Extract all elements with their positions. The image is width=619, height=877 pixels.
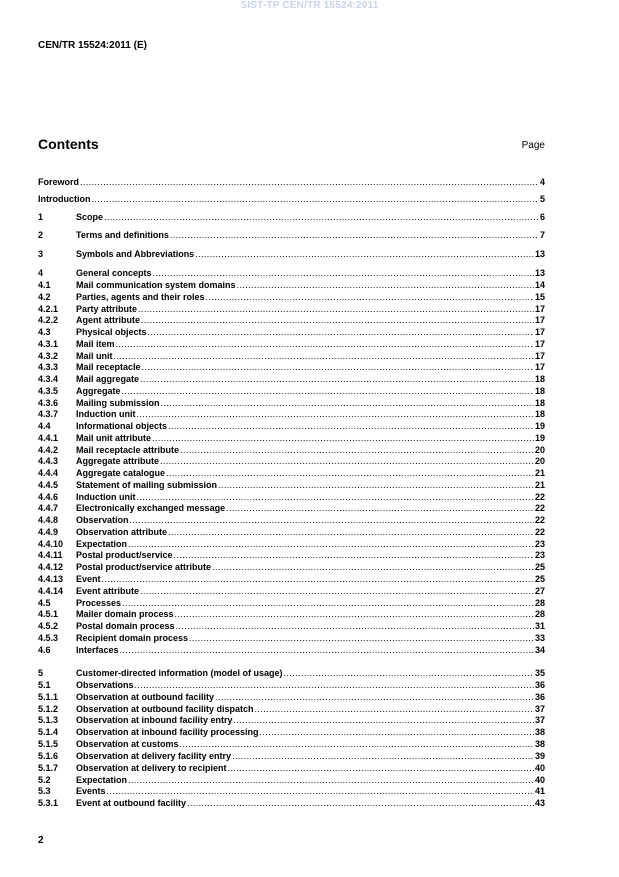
toc-entry-number: 4.6 bbox=[38, 644, 51, 655]
toc-entry-title: Mail receptacle bbox=[76, 362, 141, 373]
toc-entry-page: 7 bbox=[539, 230, 545, 240]
toc-entry-title: Postal product/service attribute bbox=[76, 562, 212, 573]
toc-entry-title: Observation at inbound facility processing bbox=[76, 727, 259, 738]
toc-entry-page: 15 bbox=[534, 291, 545, 302]
dot-leader bbox=[168, 421, 534, 432]
dot-leader bbox=[136, 492, 534, 503]
toc-entry[interactable] bbox=[38, 549, 545, 561]
toc-entry[interactable] bbox=[38, 667, 545, 679]
toc-entry[interactable] bbox=[38, 573, 545, 585]
contents-heading: Contents bbox=[38, 136, 99, 152]
toc-entry-number: 4.4.7 bbox=[38, 503, 59, 514]
toc-entry-title: Agent attribute bbox=[76, 315, 140, 326]
toc-entry-number: 1 bbox=[38, 212, 44, 222]
toc-entry-page: 17 bbox=[534, 362, 545, 373]
page-number: 2 bbox=[38, 835, 44, 846]
toc-entry-title: Expectation bbox=[76, 774, 128, 785]
toc-entry-page: 23 bbox=[534, 550, 545, 561]
toc-entry-page: 43 bbox=[534, 798, 545, 809]
toc-entry-number: 5.1 bbox=[38, 680, 51, 690]
toc-entry-title: Scope bbox=[76, 212, 104, 222]
toc-entry-page: 4 bbox=[539, 177, 545, 187]
toc-entry-number: 4.3.4 bbox=[38, 374, 59, 385]
dot-leader bbox=[92, 194, 539, 205]
dot-leader bbox=[170, 230, 539, 241]
toc-entry-title: Expectation bbox=[76, 538, 128, 549]
toc-entry[interactable] bbox=[38, 444, 545, 456]
toc-entry-number: 4.4.5 bbox=[38, 479, 59, 490]
watermark: SIST-TP CEN/TR 15524:2011 bbox=[240, 0, 379, 11]
dot-leader bbox=[215, 692, 534, 703]
toc-entry-page: 27 bbox=[534, 585, 545, 596]
toc-entry[interactable] bbox=[38, 585, 545, 597]
dot-leader bbox=[130, 515, 534, 526]
dot-leader bbox=[122, 598, 534, 609]
toc-entry-page: 17 bbox=[534, 350, 545, 361]
toc-entry-number: 4.3.1 bbox=[38, 338, 59, 349]
toc-entry-number: 3 bbox=[38, 249, 44, 259]
toc-entry-number: 4.2.1 bbox=[38, 303, 59, 314]
dot-leader bbox=[114, 351, 534, 362]
dot-leader bbox=[128, 539, 534, 550]
toc-entry-title: Aggregate attribute bbox=[76, 456, 160, 467]
toc-entry-number: 4.3.3 bbox=[38, 362, 59, 373]
toc-entry-number: 4.4.1 bbox=[38, 432, 59, 443]
dot-leader bbox=[180, 739, 534, 750]
toc-entry[interactable] bbox=[38, 538, 545, 550]
toc-entry-number: 4.4.10 bbox=[38, 538, 64, 549]
toc-entry[interactable] bbox=[38, 679, 545, 691]
toc-entry-title: Observation at outbound facility dispatch bbox=[76, 703, 254, 714]
toc-entry-number: 5.1.5 bbox=[38, 739, 59, 750]
toc-entry-page: 33 bbox=[534, 632, 545, 643]
dot-leader bbox=[234, 715, 534, 726]
dot-leader bbox=[195, 249, 534, 260]
toc-entry-title: Observations bbox=[76, 680, 134, 690]
toc-entry-page: 22 bbox=[534, 503, 545, 514]
dot-leader bbox=[206, 292, 534, 303]
toc-entry-number: 4.3 bbox=[38, 327, 51, 338]
dot-leader bbox=[174, 550, 534, 561]
toc-entry-page: 19 bbox=[534, 421, 545, 432]
toc-entry[interactable] bbox=[38, 373, 545, 385]
toc-entry[interactable] bbox=[38, 455, 545, 467]
dot-leader bbox=[153, 268, 534, 279]
toc-entry[interactable] bbox=[38, 762, 545, 774]
toc-entry-number: 4.5 bbox=[38, 597, 51, 608]
toc-entry-page: 18 bbox=[534, 409, 545, 420]
toc-entry-number: 5.1.2 bbox=[38, 703, 59, 714]
toc-entry-title: Electronically exchanged message bbox=[76, 503, 226, 514]
dot-leader bbox=[122, 386, 534, 397]
toc-entry[interactable] bbox=[38, 314, 545, 326]
toc-entry[interactable] bbox=[38, 397, 545, 409]
toc-entry-page: 38 bbox=[534, 727, 545, 738]
dot-leader bbox=[218, 480, 534, 491]
dot-leader bbox=[189, 633, 534, 644]
toc-entry-title: Interfaces bbox=[76, 644, 119, 655]
toc-entry-number: 4.4.11 bbox=[38, 550, 63, 561]
toc-entry-page: 28 bbox=[534, 597, 545, 608]
toc-entry-page: 23 bbox=[534, 538, 545, 549]
toc-entry[interactable] bbox=[38, 279, 545, 291]
dot-leader bbox=[120, 645, 534, 656]
toc-entry[interactable] bbox=[38, 491, 545, 503]
dot-leader bbox=[168, 527, 534, 538]
toc-entry-title: Statement of mailing submission bbox=[76, 479, 218, 490]
toc-entry[interactable] bbox=[38, 608, 545, 620]
toc-entry-title: Party attribute bbox=[76, 303, 138, 314]
toc-entry[interactable] bbox=[38, 644, 545, 656]
dot-leader bbox=[138, 304, 534, 315]
toc-entry[interactable] bbox=[38, 248, 545, 260]
toc-entry-number: 5.1.7 bbox=[38, 762, 59, 773]
dot-leader bbox=[107, 786, 534, 797]
toc-entry-title: Symbols and Abbreviations bbox=[76, 249, 195, 259]
toc-entry-title: Postal product/service bbox=[76, 550, 173, 561]
toc-entry[interactable] bbox=[38, 738, 545, 750]
toc-entry-title: Observation at inbound facility entry bbox=[76, 715, 233, 726]
toc-entry-number: 4.2 bbox=[38, 291, 51, 302]
toc-entry-number: 4.4.3 bbox=[38, 456, 59, 467]
dot-leader bbox=[226, 503, 534, 514]
dot-leader bbox=[104, 212, 539, 223]
toc-entry-number: 5.1.3 bbox=[38, 715, 59, 726]
toc-entry-title: Processes bbox=[76, 597, 122, 608]
toc-entry-number: 4.3.2 bbox=[38, 350, 59, 361]
toc-entry-title: Induction unit bbox=[76, 409, 136, 420]
document-id: CEN/TR 15524:2011 (E) bbox=[38, 40, 147, 51]
toc-entry[interactable] bbox=[38, 620, 545, 632]
dot-leader bbox=[232, 751, 534, 762]
dot-leader bbox=[228, 763, 534, 774]
toc-entry-page: 38 bbox=[534, 739, 545, 750]
toc-entry[interactable] bbox=[38, 432, 545, 444]
toc-entry[interactable] bbox=[38, 326, 545, 338]
toc-entry-page: 34 bbox=[534, 644, 545, 655]
toc-entry-title: Event attribute bbox=[76, 585, 140, 596]
toc-entry-number: 4.2.2 bbox=[38, 315, 59, 326]
dot-leader bbox=[284, 668, 534, 679]
toc-entry-title: Introduction bbox=[38, 194, 91, 204]
toc-entry-number: 4.3.7 bbox=[38, 409, 59, 420]
toc-entry[interactable] bbox=[38, 467, 545, 479]
dot-leader bbox=[140, 586, 534, 597]
toc-entry[interactable] bbox=[38, 774, 545, 786]
toc-entry-number: 5.2 bbox=[38, 774, 51, 785]
toc-entry-page: 13 bbox=[534, 268, 545, 278]
toc-entry-page: 20 bbox=[534, 456, 545, 467]
toc-entry-number: 4.5.1 bbox=[38, 609, 59, 620]
toc-entry[interactable] bbox=[38, 338, 545, 350]
toc-entry[interactable] bbox=[38, 797, 545, 809]
toc-entry-page: 17 bbox=[534, 327, 545, 338]
toc-entry-page: 22 bbox=[534, 526, 545, 537]
toc-entry-title: Foreword bbox=[38, 177, 80, 187]
dot-leader bbox=[136, 409, 534, 420]
toc-entry-number: 5.3.1 bbox=[38, 798, 59, 809]
toc-entry[interactable] bbox=[38, 193, 545, 205]
toc-entry[interactable] bbox=[38, 361, 545, 373]
toc-entry-page: 13 bbox=[534, 249, 545, 259]
toc-entry-title: Mail unit attribute bbox=[76, 432, 151, 443]
dot-leader bbox=[102, 574, 534, 585]
toc-entry-title: Customer-directed information (model of usage) bbox=[76, 668, 283, 678]
toc-entry-title: Observation at delivery facility entry bbox=[76, 750, 232, 761]
toc-entry-number: 4.5.2 bbox=[38, 621, 59, 632]
dot-leader bbox=[142, 362, 534, 373]
toc-entry-title: Event at outbound facility bbox=[76, 798, 187, 809]
toc-entry-number: 5.1.6 bbox=[38, 750, 59, 761]
toc-entry[interactable] bbox=[38, 385, 545, 397]
toc-entry-number: 5.1.1 bbox=[38, 691, 59, 702]
toc-entry-title: Observation attribute bbox=[76, 526, 168, 537]
toc-entry[interactable] bbox=[38, 726, 545, 738]
toc-entry-page: 22 bbox=[534, 491, 545, 502]
toc-entry-title: Aggregate bbox=[76, 385, 121, 396]
toc-entry-number: 4.3.5 bbox=[38, 385, 59, 396]
toc-entry-number: 4.4.4 bbox=[38, 468, 59, 479]
toc-entry[interactable] bbox=[38, 479, 545, 491]
toc-entry-page: 25 bbox=[534, 562, 545, 573]
toc-entry-number: 5.3 bbox=[38, 786, 51, 797]
toc-entry-page: 22 bbox=[534, 515, 545, 526]
toc-entry-title: Observation at outbound facility bbox=[76, 691, 215, 702]
toc-entry-page: 20 bbox=[534, 444, 545, 455]
toc-entry[interactable] bbox=[38, 408, 545, 420]
toc-entry-number: 4.1 bbox=[38, 280, 51, 290]
toc-entry[interactable] bbox=[38, 211, 545, 223]
toc-entry-title: Parties, agents and their roles bbox=[76, 291, 205, 302]
dot-leader bbox=[160, 456, 534, 467]
toc-entry-number: 4.4 bbox=[38, 421, 51, 432]
dot-leader bbox=[166, 468, 534, 479]
dot-leader bbox=[80, 177, 539, 188]
toc-entry-page: 31 bbox=[534, 621, 545, 632]
dot-leader bbox=[175, 609, 534, 620]
toc-entry[interactable] bbox=[38, 750, 545, 762]
toc-entry-number: 4.3.6 bbox=[38, 397, 59, 408]
dot-leader bbox=[176, 621, 534, 632]
dot-leader bbox=[255, 704, 534, 715]
toc-entry-page: 21 bbox=[534, 479, 545, 490]
toc-entry-page: 17 bbox=[534, 303, 545, 314]
toc-entry-title: Aggregate catalogue bbox=[76, 468, 166, 479]
toc-entry-page: 36 bbox=[534, 691, 545, 702]
toc-entry-title: Postal domain process bbox=[76, 621, 175, 632]
toc-entry-number: 4.4.2 bbox=[38, 444, 59, 455]
toc-entry[interactable] bbox=[38, 350, 545, 362]
toc-entry-page: 28 bbox=[534, 609, 545, 620]
toc-entry-page: 39 bbox=[534, 750, 545, 761]
toc-entry-page: 25 bbox=[534, 574, 545, 584]
toc-entry[interactable] bbox=[38, 303, 545, 315]
dot-leader bbox=[141, 315, 534, 326]
toc-entry-number: 4.5.3 bbox=[38, 632, 59, 643]
toc-entry-title: Mail unit bbox=[76, 350, 113, 361]
dot-leader bbox=[116, 339, 534, 350]
toc-entry[interactable] bbox=[38, 420, 545, 432]
toc-entry[interactable] bbox=[38, 691, 545, 703]
toc-entry[interactable] bbox=[38, 561, 545, 573]
toc-entry-title: Mail item bbox=[76, 338, 115, 349]
toc-entry-page: 37 bbox=[534, 715, 545, 726]
toc-entry-title: Mailer domain process bbox=[76, 609, 174, 620]
toc-entry-number: 4 bbox=[38, 268, 44, 278]
dot-leader bbox=[161, 398, 534, 409]
dot-leader bbox=[237, 280, 534, 291]
toc-entry-page: 21 bbox=[534, 468, 545, 479]
toc-entry-page: 18 bbox=[534, 374, 545, 385]
toc-entry-page: 41 bbox=[534, 786, 545, 797]
toc-entry[interactable] bbox=[38, 703, 545, 715]
dot-leader bbox=[148, 327, 534, 338]
toc-entry[interactable] bbox=[38, 597, 545, 609]
toc-entry-number: 4.4.13 bbox=[38, 574, 64, 584]
toc-entry[interactable] bbox=[38, 502, 545, 514]
toc-entry-page: 18 bbox=[534, 397, 545, 408]
toc-entry[interactable] bbox=[38, 632, 545, 644]
toc-entry-title: Terms and definitions bbox=[76, 230, 169, 240]
toc-entry-title: Mailing submission bbox=[76, 397, 160, 408]
toc-entry[interactable] bbox=[38, 514, 545, 526]
toc-entry-title: Observation bbox=[76, 515, 129, 526]
toc-entry-title: Informational objects bbox=[76, 421, 168, 432]
toc-entry-page: 17 bbox=[534, 315, 545, 326]
dot-leader bbox=[140, 374, 534, 385]
toc-entry[interactable] bbox=[38, 785, 545, 797]
toc-entry-title: Mail receptacle attribute bbox=[76, 444, 180, 455]
toc-entry-number: 5 bbox=[38, 668, 44, 678]
toc-entry-page: 14 bbox=[534, 280, 545, 290]
dot-leader bbox=[212, 562, 534, 573]
toc-entry-number: 4.4.9 bbox=[38, 526, 59, 537]
toc-entry-page: 40 bbox=[534, 762, 545, 773]
toc-entry-number: 4.4.12 bbox=[38, 562, 64, 573]
toc-entry-title: Event bbox=[76, 574, 101, 584]
toc-entry-number: 5.1.4 bbox=[38, 727, 59, 738]
dot-leader bbox=[128, 775, 534, 786]
toc-entry-page: 36 bbox=[534, 680, 545, 690]
toc-entry[interactable] bbox=[38, 229, 545, 241]
dot-leader bbox=[152, 433, 534, 444]
toc-entry-title: Observation at customs bbox=[76, 739, 179, 750]
toc-entry-title: General concepts bbox=[76, 268, 152, 278]
toc-entry[interactable] bbox=[38, 714, 545, 726]
dot-leader bbox=[187, 798, 534, 809]
toc-entry-title: Induction unit bbox=[76, 491, 136, 502]
page-column-label: Page bbox=[521, 140, 545, 151]
toc-entry-number: 4.4.6 bbox=[38, 491, 59, 502]
toc-entry[interactable] bbox=[38, 176, 545, 188]
dot-leader bbox=[180, 445, 534, 456]
toc-entry-title: Mail aggregate bbox=[76, 374, 140, 385]
toc-entry-page: 5 bbox=[539, 194, 545, 204]
toc-entry-title: Mail communication system domains bbox=[76, 280, 236, 290]
toc-entry-title: Physical objects bbox=[76, 327, 147, 338]
toc-entry-page: 37 bbox=[534, 703, 545, 714]
toc-entry[interactable] bbox=[38, 526, 545, 538]
toc-entry-page: 19 bbox=[534, 432, 545, 443]
toc-entry-number: 2 bbox=[38, 230, 44, 240]
toc-entry[interactable] bbox=[38, 267, 545, 279]
toc-entry[interactable] bbox=[38, 291, 545, 303]
toc-entry-title: Events bbox=[76, 786, 106, 797]
toc-entry-number: 4.4.8 bbox=[38, 515, 59, 526]
toc-entry-page: 35 bbox=[534, 668, 545, 678]
dot-leader bbox=[260, 727, 534, 738]
toc-entry-number: 4.4.14 bbox=[38, 585, 64, 596]
toc-entry-page: 17 bbox=[534, 338, 545, 349]
dot-leader bbox=[135, 680, 534, 691]
toc-entry-title: Observation at delivery to recipient bbox=[76, 762, 227, 773]
toc-entry-page: 6 bbox=[539, 212, 545, 222]
toc-entry-title: Recipient domain process bbox=[76, 632, 189, 643]
toc-entry-page: 40 bbox=[534, 774, 545, 785]
toc-entry-page: 18 bbox=[534, 385, 545, 396]
